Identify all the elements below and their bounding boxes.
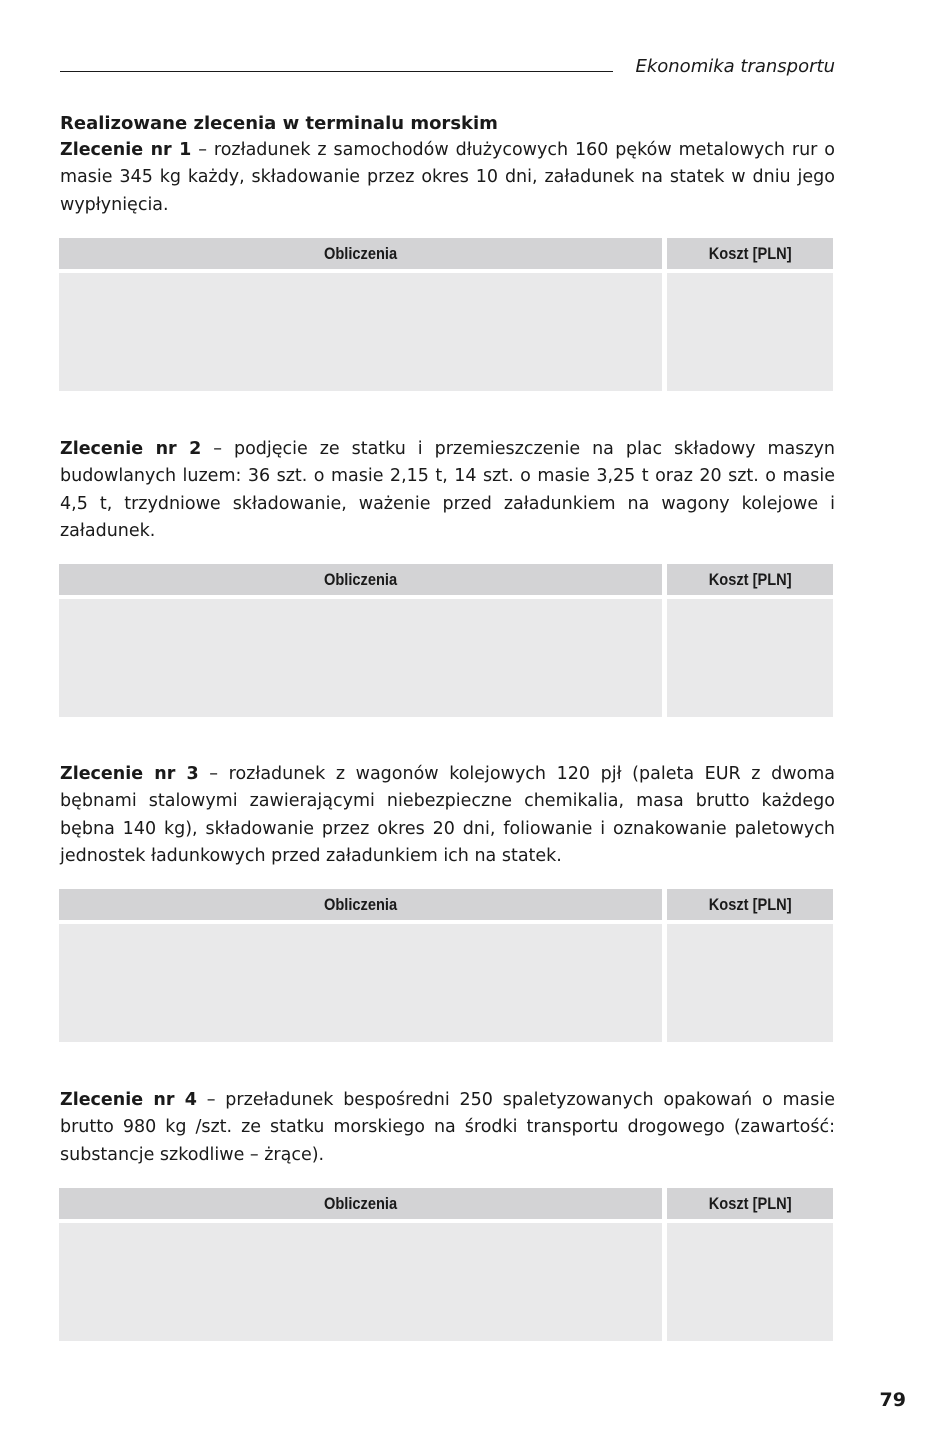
task-4-header-calculations: Obliczenia — [59, 1188, 662, 1219]
header-rule — [60, 71, 613, 72]
task-2-text: – podjęcie ze statku i przemieszczenie na plac składowy maszyn budowlanych luzem: 36 szt. o masie 2,15 t, 14 szt. o masie 3,25 t oraz 20 szt. o masie 4,5 t, trzydniowe składowanie, ważenie przed załadunkiem na wagony kolejowe i załadunek. — [60, 439, 835, 541]
task-4-label: Zlecenie nr 4 — [60, 1090, 197, 1110]
task-2-description — [60, 436, 835, 545]
task-3-label: Zlecenie nr 3 — [60, 764, 199, 784]
task-1-calculations-field[interactable] — [59, 273, 662, 391]
task-2-calculations-field[interactable] — [59, 599, 662, 717]
task-4-calculations-field[interactable] — [59, 1223, 662, 1341]
task-1-header-calculations: Obliczenia — [59, 238, 662, 269]
running-header-title: Ekonomika transportu — [635, 56, 835, 77]
task-3-cost-field[interactable] — [667, 924, 833, 1042]
task-3-calculations-field[interactable] — [59, 924, 662, 1042]
task-2-cost-field[interactable] — [667, 599, 833, 717]
task-1-text: – rozładunek z samochodów dłużycowych 160 pęków metalowych rur o masie 345 kg każdy, składowanie przez okres 10 dni, załadunek na statek w dniu jego wypłynięcia. — [60, 140, 836, 215]
page-number: 79 — [879, 1389, 906, 1411]
task-3-description — [60, 761, 835, 870]
task-3-header-calculations: Obliczenia — [59, 889, 662, 920]
task-2-header-calculations: Obliczenia — [59, 564, 662, 595]
task-3-text: – rozładunek z wagonów kolejowych 120 pjł (paleta EUR z dwoma bębnami stalowymi zawierającymi niebezpieczne chemikalia, masa brutto każdego bębna 140 kg), składowanie przez okres 20 dni, foliowanie i oznakowanie paletowych jednostek ładunkowych przed załadunkiem ich na statek. — [60, 764, 835, 866]
task-1-cost-field[interactable] — [667, 273, 833, 391]
task-2-label: Zlecenie nr 2 — [60, 439, 202, 459]
task-1-description — [60, 137, 835, 219]
task-4-cost-field[interactable] — [667, 1223, 833, 1341]
task-1-header-cost: Koszt [PLN] — [667, 238, 833, 269]
task-4-text: – przeładunek bespośredni 250 spaletyzowanych opakowań o masie brutto 980 kg /szt. ze statku morskiego na środki transportu drogowego (zawartość: substancje szkodliwe – żrące). — [60, 1090, 836, 1165]
task-3-header-cost: Koszt [PLN] — [667, 889, 833, 920]
section-title: Realizowane zlecenia w terminalu morskim — [60, 113, 498, 134]
task-4-description — [60, 1087, 835, 1169]
task-4-header-cost: Koszt [PLN] — [667, 1188, 833, 1219]
task-1-label: Zlecenie nr 1 — [60, 140, 192, 160]
task-2-header-cost: Koszt [PLN] — [667, 564, 833, 595]
